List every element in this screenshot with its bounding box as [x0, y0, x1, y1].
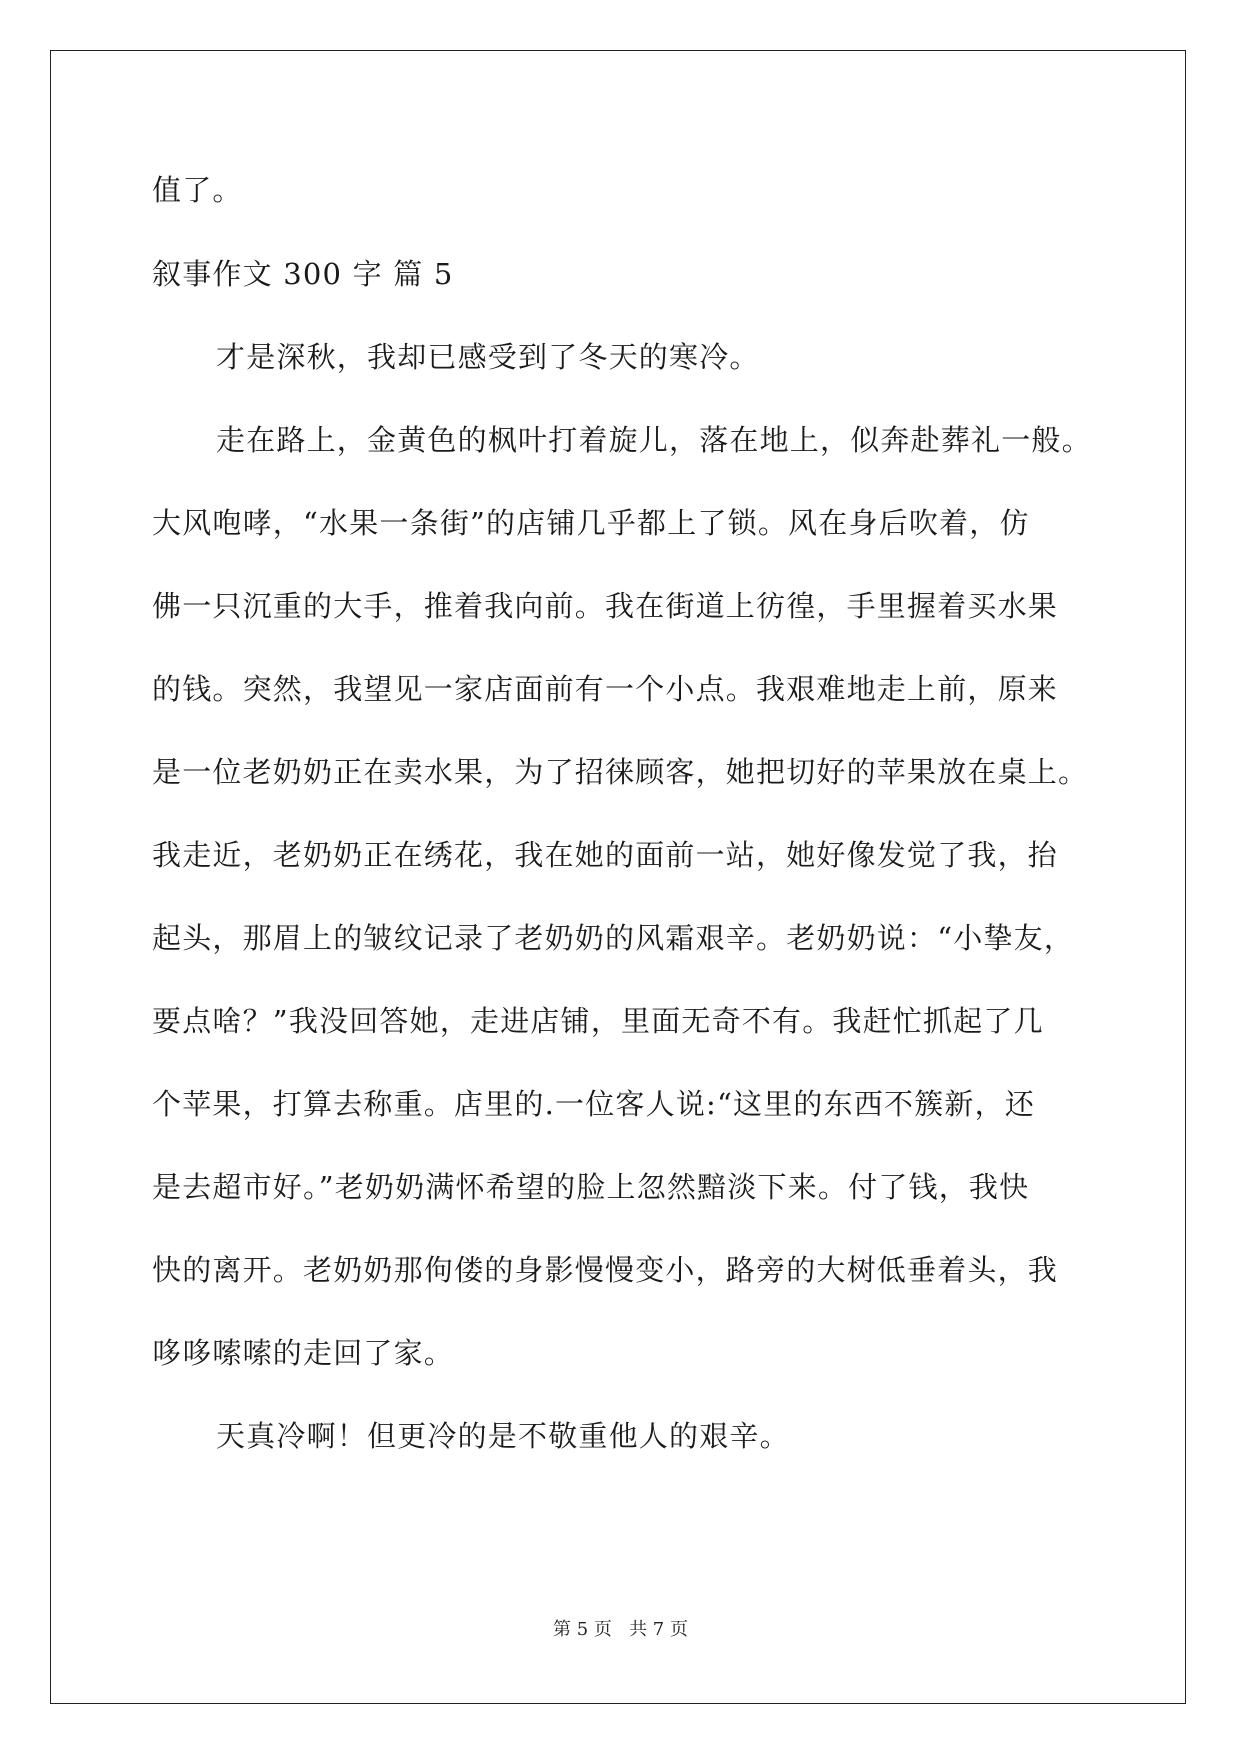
- paragraph-line: 才是深秋，我却已感受到了冬天的寒冷。: [216, 340, 760, 374]
- paragraph-line: 佛一只沉重的大手，推着我向前。我在街道上彷徨，手里握着买水果: [152, 589, 1059, 623]
- continued-text: 值了。: [152, 173, 243, 207]
- paragraph-line: 是一位老奶奶正在卖水果，为了招徕顾客，她把切好的苹果放在桌上。: [152, 755, 1089, 789]
- paragraph-line: 起头，那眉上的皱纹记录了老奶奶的风霜艰辛。老奶奶说：“小挚友，: [152, 921, 1075, 955]
- page-number-footer: 第 5 页 共 7 页: [553, 1619, 688, 1640]
- paragraph-line: 要点啥？”我没回答她，走进店铺，里面无奇不有。我赶忙抓起了几: [152, 1004, 1044, 1038]
- paragraph-line: 是去超市好。”老奶奶满怀希望的脸上忽然黯淡下来。付了钱，我快: [152, 1170, 1030, 1204]
- section-heading: 叙事作文 300 字 篇 5: [152, 257, 454, 291]
- paragraph-line: 天真冷啊！但更冷的是不敬重他人的艰辛。: [216, 1419, 790, 1453]
- paragraph-line: 哆哆嗦嗦的走回了家。: [152, 1336, 455, 1370]
- paragraph-line: 我走近，老奶奶正在绣花，我在她的面前一站，她好像发觉了我，抬: [152, 838, 1059, 872]
- paragraph-line: 快的离开。老奶奶那佝偻的身影慢慢变小，路旁的大树低垂着头，我: [152, 1253, 1059, 1287]
- paragraph-line: 的钱。突然，我望见一家店面前有一个小点。我艰难地走上前，原来: [152, 672, 1059, 706]
- paragraph-line: 个苹果，打算去称重。店里的.一位客人说:“这里的东西不簇新，还: [152, 1087, 1036, 1121]
- paragraph-line: 大风咆哮，“水果一条街”的店铺几乎都上了锁。风在身后吹着，仿: [152, 506, 1030, 540]
- paragraph-line: 走在路上，金黄色的枫叶打着旋儿，落在地上，似奔赴葬礼一般。: [216, 423, 1092, 457]
